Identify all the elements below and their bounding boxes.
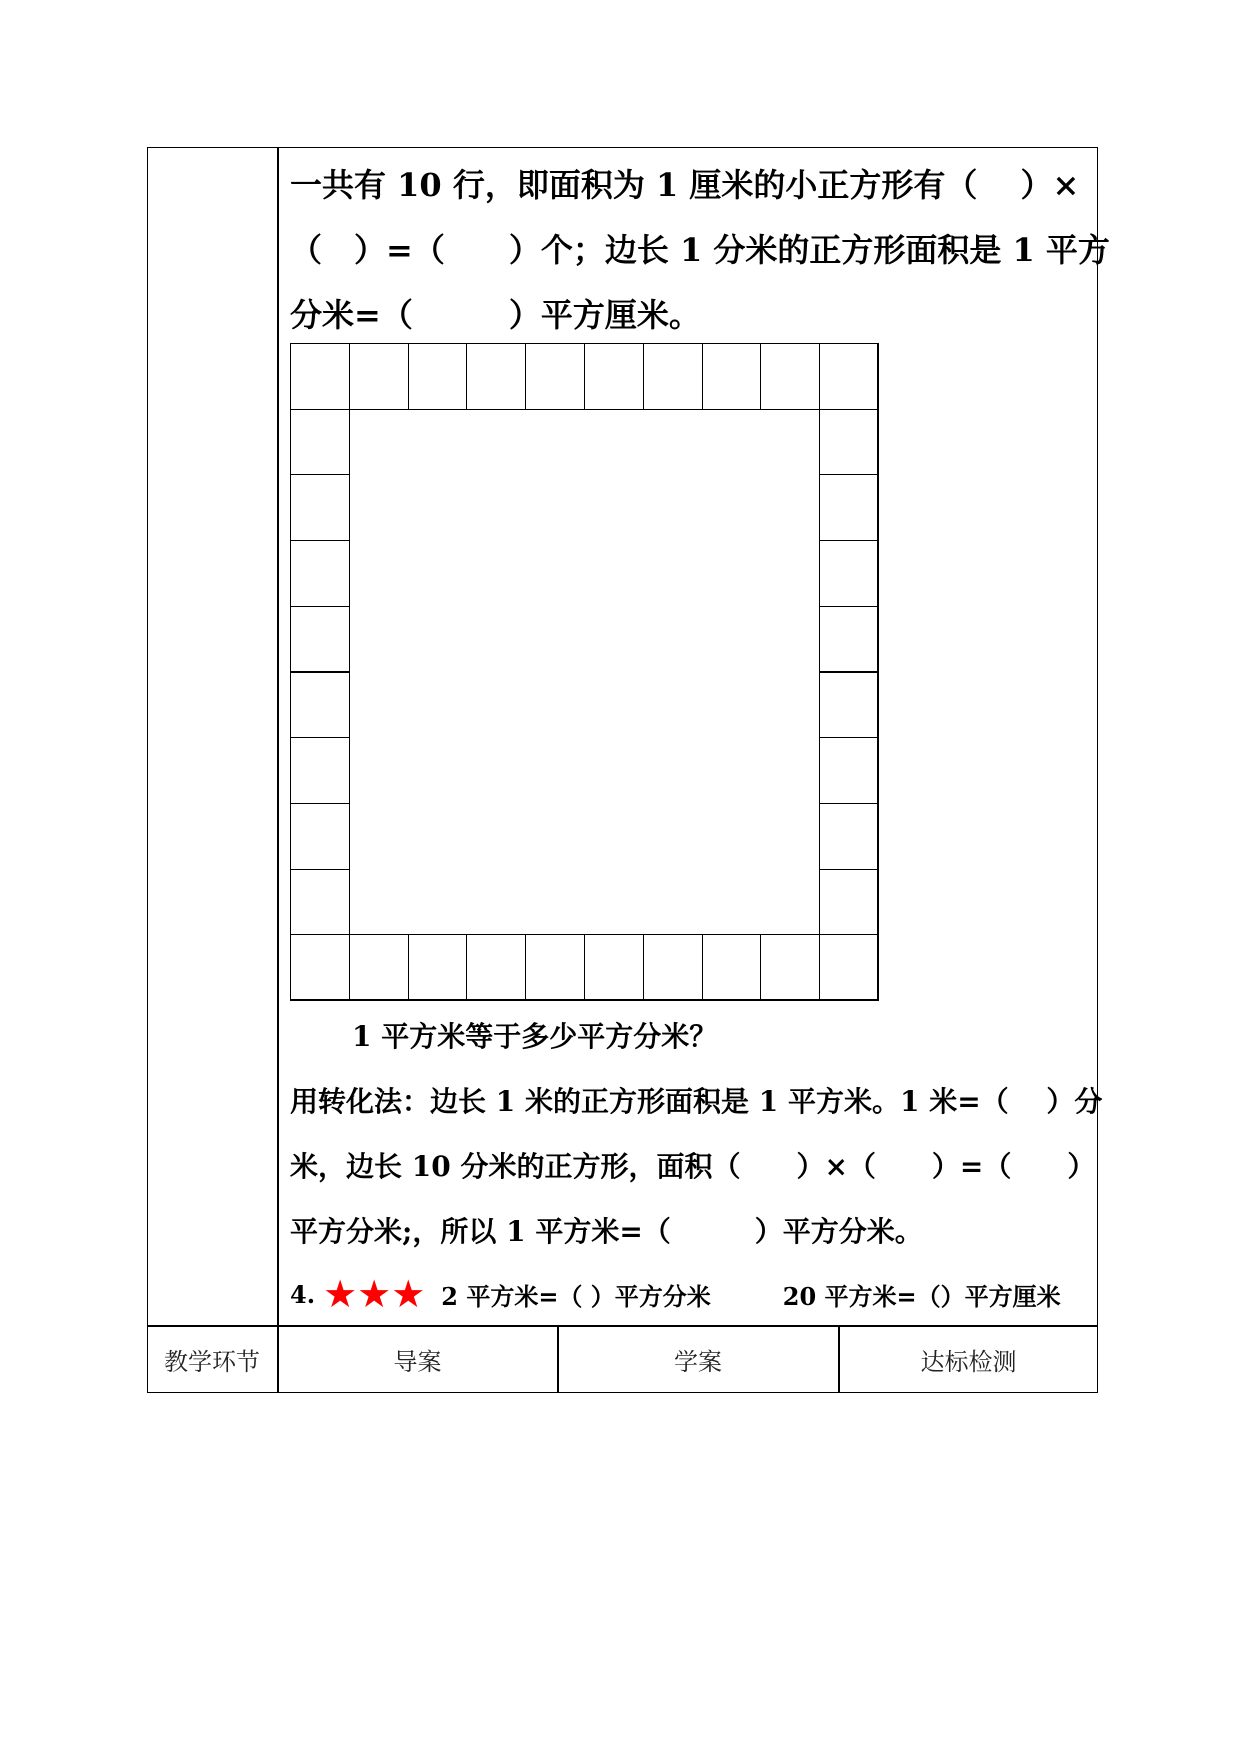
question-line: 1 平方米等于多少平方分米？ bbox=[352, 1020, 718, 1053]
grid-cell bbox=[290, 540, 350, 607]
footer-label-check: 达标检测 bbox=[920, 1347, 1017, 1376]
grid-cell bbox=[466, 343, 526, 410]
star-rating-icon: ★★★ bbox=[323, 1272, 426, 1316]
grid-cell bbox=[584, 343, 644, 410]
grid-cell bbox=[819, 343, 879, 410]
grid-cell bbox=[290, 606, 350, 673]
grid-cell bbox=[819, 606, 879, 673]
grid-cell bbox=[760, 343, 820, 410]
grid-cell bbox=[525, 343, 585, 410]
grid-cell bbox=[702, 343, 762, 410]
grid-cell bbox=[819, 474, 879, 541]
grid-cell bbox=[584, 934, 644, 1001]
item-4 bbox=[290, 1272, 1061, 1316]
grid-cell bbox=[819, 672, 879, 739]
grid-cell bbox=[643, 934, 703, 1001]
paragraph-line-3: 平方分米;，所以 1 平方米=（ ）平方分米。 bbox=[290, 1215, 923, 1248]
item-4-question-a: 2 平方米=（ ）平方分米 bbox=[441, 1281, 711, 1311]
grid-cell bbox=[349, 934, 409, 1001]
item-4-number: 4. bbox=[290, 1279, 316, 1309]
grid-cell bbox=[760, 934, 820, 1001]
footer-label-teaching-step: 教学环节 bbox=[164, 1347, 260, 1376]
footer-label-guide: 导案 bbox=[393, 1347, 442, 1376]
column-divider bbox=[277, 147, 279, 1393]
grid-outer-border bbox=[290, 343, 878, 1000]
grid-cell bbox=[819, 737, 879, 804]
item-4-question-b: 20 平方米=（）平方厘米 bbox=[782, 1281, 1061, 1311]
grid-cell bbox=[819, 540, 879, 607]
paragraph-line-2: 米，边长 10 分米的正方形，面积（ ）×（ ）=（ ） bbox=[290, 1150, 1096, 1183]
text-line-3: 分米=（ ）平方厘米。 bbox=[290, 296, 701, 334]
grid-cell bbox=[702, 934, 762, 1001]
grid-cell bbox=[819, 803, 879, 870]
grid-cell bbox=[290, 934, 350, 1001]
grid-cell bbox=[290, 737, 350, 804]
grid-cell bbox=[819, 934, 879, 1001]
grid-cell bbox=[349, 343, 409, 410]
grid-cell bbox=[819, 869, 879, 936]
text-line-2: （ ）=（ ）个；边长 1 分米的正方形面积是 1 平方 bbox=[290, 231, 1110, 269]
grid-cell bbox=[290, 672, 350, 739]
grid-cell bbox=[525, 934, 585, 1001]
text-line-1: 一共有 10 行，即面积为 1 厘米的小正方形有（ ）× bbox=[290, 166, 1080, 204]
grid-cell bbox=[408, 343, 468, 410]
grid-cell bbox=[643, 343, 703, 410]
footer-label-study: 学案 bbox=[674, 1347, 722, 1376]
grid-cell bbox=[290, 803, 350, 870]
grid-cell bbox=[819, 409, 879, 476]
grid-cell bbox=[290, 869, 350, 936]
grid-cell bbox=[408, 934, 468, 1001]
grid-cell bbox=[290, 409, 350, 476]
grid-cell bbox=[466, 934, 526, 1001]
grid-cell bbox=[290, 343, 350, 410]
paragraph-line-1: 用转化法：边长 1 米的正方形面积是 1 平方米。1 米=（ ）分 bbox=[290, 1085, 1103, 1118]
grid-cell bbox=[290, 474, 350, 541]
square-grid bbox=[290, 343, 878, 1000]
